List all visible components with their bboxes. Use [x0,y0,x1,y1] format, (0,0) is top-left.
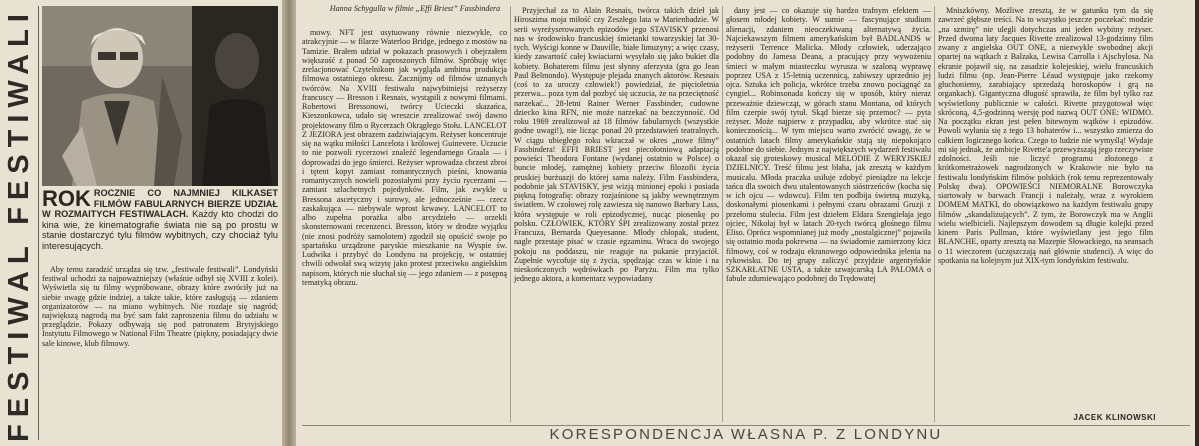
column-divider [510,6,511,422]
left-body-text: Aby temu zaradzić urządza się tzw. „festiwale festiwali”. Londyński festiwal uchodzi za najpoważniejszy (właśnie odbył się XVIII z kolei). Wyświetla się tu filmy wypróbowane, obrazy które zwróciły już na siebie uwagę gdzie indziej, a także takie, które zasługują — zdaniem organizatorów — na miano wybitnych. Nie rozdaje się nagród; największą nagrodą ma być sam fakt zaproszenia filmu do udziału w przeglądzie. Pokazy odbywają się pod patronatem Brytyjskiego Instytutu Filmowego w National Film Theatre (piękny, posiadający dwie sale kinowe, klub filmowy. [42,265,278,348]
left-page [0,0,282,446]
film-still-photo [42,6,278,186]
page-edge [1195,0,1199,446]
article-column-4: Mniszkówny. Możliwe zresztą, że w gatunku tym da się zawrzeć głębsze treści. Na to wszystko jeszcze poczekać: modzie „na szmirę” nie ulegli dotychczas ani jeden wybitny reżyser. Przed dwoma laty Jacques Rivette zrealizował 13-godzinny film zwany z angielska OUT ONE, a niezwykle swobodnej akcji opartej na wątkach z Balzaka, Lewisa Carrolla i Ajschylosa. Na ekranie pojawił się, na zasadzie kolejeskiej, wielu francuskich ludzi filmu (np. Jean-Pierre Léaud występuje jako rzekomy głuchoniemy, zarabiający sprzedażą horoskopów i grą na organkach). Gigantyczna długość sprawiła, że film był tylko raz wyświetlony publicznie w całości. Rivette przygotował więc skróconą, 4,5-godzinną wersję pod nazwą OUT ONE: WIDMO. Na początku ekran jest pełen bitewnym wątków i epizodów. Powoli wyłania się z tego 13 bohaterów i... wszystko zmierza do całkiem logicznego końca. Czego to ludzie nie wymyślą! Wydaje mi się jednak, że ambicje Rivette'a przewyższają jego rzeczywiste zdolności. Jeśli nie liczyć programu złożonego z krótkometrażowek nagrodzonych w Krakowie nie było na festiwalu londyńskim filmów polskich (rok temu reprezentowały Polskę dwa). OPOWIEŚCI NIEMORALNE Borowczyka siartowały w barwach Francji i należały, wraz z wyrokiem DOMEM MATKI, do obowiązkowo na każdym festiwalu grupy filmów „skandalizujących”. Z tym, że Borowczyk ma w Anglii wielu wielbicieli. Najlepszym dowodem są długie kolejki przed kinem Paris Pullman, które wyświetlany jest jego film BLANCHE, oparty zresztą na Mazepie Słowackiego, na seansach o 11 wieczorem (uczęszczają nań głównie studenci). A więc do spotkania na kolejnym już XIX-tym londyńskim festiwalu. [938,6,1153,265]
page-fold [282,0,296,446]
photo-caption: Hanna Schygulla w filmie „Effi Briest” Fassbindera [329,4,501,13]
column-divider [722,6,723,422]
title-divider [38,6,39,440]
photo-illustration [42,6,278,186]
column-divider [934,6,935,422]
lead-paragraph [42,188,278,252]
author-signature: JACEK KLINOWSKI [1073,413,1156,422]
footer-banner: KORESPONDENCJA WŁASNA P. Z LONDYNU [302,425,1190,446]
article-column-3: dany jest — co okazuje się bardzo trafnym efektem — głosem młodej kobiety. W sumie — fascynujące studium alienacji, zdaniem nieoczekiwaną alternatywą życia. Najciekawszym filmem amerykańskim był BADLANDS w reżyserii Terrence Malicka. Młody człowiek, uderzająco podobny do Jamesa Deana, a pracujący przy wywożeniu śmieci w małym miasteczku wyrusza w szaloną wyprawę poprzez USA z 15-letnią uczennicą, zabiwszy uprzednio jej ojca. Sztuka ich policja, wkrótce trzeba znowu pociągnąć za cyngiel... Robinsonada kończy się w sposób, który nieraz przeważnie dziewcząt, w górach stanu Montana, od których film czerpie swój tytuł. Skąd bierze się przemoc? — pyta reżyser. Może najpierw z przypadku, aby wkrótce stać się koniecznością... W tym miejscu warto zwrócić uwagę, że w ostatnich latach filmy amerykańskie stają się niepokojąco podobne do siebie. Jednym z największych wydarzeń festiwalu okazał się groteskowy musical MELODIE Z WERYJSKIEJ DZIELNICY. Treść filmu jest błaha, jak zresztą w każdym musicalu. Młoda praczka usiłuje zdobyć pieniądze na lekcje tańca dla swoich dwu utalentowanych sióstrzeńców (kocha się w ich ojcu — wdowcu). Film ten podbija świetną muzyką, doskonałymi piosenkami i pełnymi czaru obrazami Gruzji z przełomu stulecia. Film jest dziełem Eldara Szengiełaja jego ojciec, Nikołaj był w latach 20-tych twórcą głośnego filmu Eliso. Oprócz wspomnianej już mody „nostalgicznej” pojawiła się ostatnio moda pokrewna — na świadomie zamierzony kicz filmowy, coś w rodzaju ekranowego odpowiednika jelenia na rykowisku. Do tej grupy zaliczyć przyjdzie argentyńskie SZKARŁATNE USTA, a także szwajcarską LA PALOMA o fabule zdumiewająco podobnej do Trędowatej [726,6,931,284]
right-page [296,0,1199,446]
drop-word: ROK [42,186,91,211]
lead-caps: ROCZNIE CO NAJMNIEJ KILKASET FILMÓW FABULARNYCH BIERZE UDZIAŁ W ROZMAITYCH FESTIWALACH. [42,188,278,220]
article-column-1: mowy. NFT jest usytuowany równie niezwykle, co atrakcyjnie — w filarze Waterloo Bridge, jednego z mostów na Tamizie. Brałem udział w pokazach prasowych i obejrzałem większość z ponad 50 zaproszonych filmów. Spróbuję więc zrelacjonować Czytelnikom jak wygląda ambitna produkcja filmowa ostatniego okresu. Zacznijmy od filmów uznanych twórców. Na XVIII festiwalu najwybitniejsi reżyserzy francuscy — Bresson i Resnais, wystąpili z nowymi filmami. Robertowi Bressonowi, twórcy Ucieczki skazańca, Kieszonkowca, udało się wreszcie zrealizować swój dawno projektowany film o Rycerzach Okrągłego Stołu. LANCELOT Z JEZIORA jest obrazem zadziwiającym. Reżyser koncentruje się na wątku miłości Lancelota i królowej Guinevere. Uczucie to nie pozwoli rycerzowi znaleźć legendarnego Graala — i doprowadzi do jego śmierci. Reżyser wprowadza chrzest zbroi i tętent kopyt zamiast romantycznych pieśni, knowania romantycznych nowieli pozostałymi przy życiu rycerzami — zamiast szlachetnych pojedynków. Film, jak zwykle u Bressona ascetyczny i surowy, ale jednocześnie — rzecz zaskakująca — niebywale wprost krwawy. LANCELOT to albo zupełna porażka albo arcydzieło — orzekli skonsternowani recenzenci. Bresson, który w drodze wyjątku (nie znosi podróży samolotem) zgodził się opuścić swoje po spartańsku urządzone paryskie mieszkanie na Wyspie św. Ludwika i przybyć do Londynu na projekcję, w ostatniej chwili odwołał swą wizytę jako protest przeciwko angielskim napisom, których nie słuchał się — jego zdaniem — z posępną tematyką obrazu. [302,28,507,287]
article-column-2: Przyjechał za to Alain Resnais, twórca takich dzieł jak Hiroszima moja miłość czy Zeszłego lata w Marienbadzie. W serii wyreżyserowanych epizodów jego STAVISKY przenosi nas w środowisko francuskiej śmietanki towarzyskiej lat 30-tych. Wyścigi konne w Dauville, białe limuzyny; a więc czasy, kiedy zawartość całej kwiaciarni wysyłało się jako bukiet dla kobiety. Bohaterem filmu jest słynny aferzysta (gra go Jean Paul Belmondo). Występuje plejada znanych aktorów. Resnais (coś to za uroczy człowiek!) powiedział, że pięcioletnia przerwa... poza tym dał pozbyć się uczucia, że na przeciętność narzekać... 28-letni Rainer Werner Fassbinder, cudowne dziecko kina RFN, nie może narzekać na bezczynność. Od roku 1969 zrealizował aż 18 filmów fabularnych (wszystkie godne uwagi!), nie licząc ponad 20 przedstawień teatralnych. W ciągu ubiegłego roku wkraczał w okres „nowe filmy” Fassbindera! EFFI BRIEST jest piecołotniową adaptacją powieści Theodora Fontane (wydanej ostatnio w Polsce) o buncie młodej, zamężnej kobiety przeciw filozofii życia pruskiej burżuazji do której sama należy. Film Fassbindera, podobnie jak STAVISKY, jest wizją minionej epoki i posiada piękną fotografię: obrazy rozjaśnione są jakby wewnętrznym światłem. W czołowej rolę zawiesza się nanowo Barbary Lass, która występuje w roli epizodycznej, nucąc piosenkę po polsku. CZŁOWIEK, KTÓRY ŚPI zrealizowany został przez Francuza, Bernarda Queyesanne. Młody chłopak, student, nagle przestaje pisać w czasie egzaminu. Wraca do swojego pokoju na poddaszu, nie reaguje na pukanie przyjaciół. Zupełnie wycofuje się z życia, spędzając czas w kinie i na nieskończonych wędrówkach po Paryżu. Film ma tylko jednego aktora, a komentarz wypowiadany [514,6,719,284]
section-title: FESTIWAL FESTIWALI [2,6,35,442]
lead-text: Każdy kto chodzi do kina wie, że kinematografie świata nie są po prostu w stanie dostarczyć tylu filmów wybitnych, czy chociaż tylu interesujących. [42,209,279,251]
